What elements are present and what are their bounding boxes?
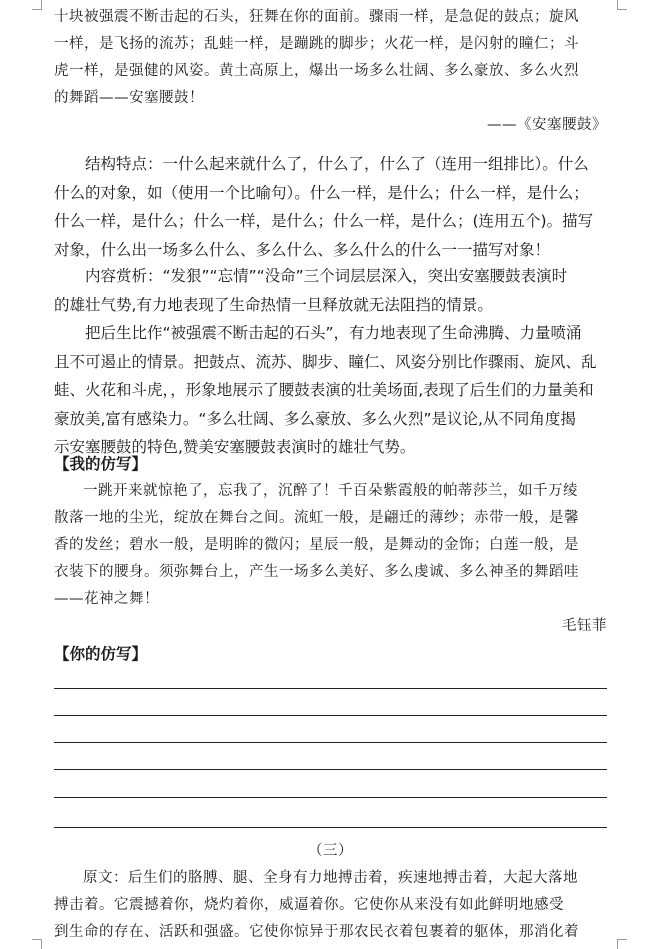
imitation-line: 香的发丝；碧水一般，是明眸的微闪；星辰一般，是舞动的金饰；白莲一般，是 bbox=[54, 537, 579, 553]
passage-excerpt bbox=[54, 4, 607, 139]
imitation-line: 衣装下的腰身。须弥舞台上，产生一场多么美好、多么虔诚、多么神圣的舞蹈哇 bbox=[54, 564, 579, 580]
structure-line: 结构特点：一什么起来就什么了，什么了，什么了（连用一组排比）。什么 bbox=[85, 155, 589, 173]
my-imitation-heading: 【我的仿写】 bbox=[54, 455, 148, 473]
appreciation-line: 把后生比作“被强震不断击起的石头”，有力地表现了生命沸腾、力量喷涌 bbox=[85, 324, 582, 342]
structure-line: 对象，什么出一场多么什么、多么什么、多么什么的什么一一描写对象！ bbox=[54, 240, 551, 259]
passage-source: ——《安塞腰鼓》 bbox=[487, 117, 607, 133]
structure-line: 什么的对象，如（使用一个比喻句）。什么一样，是什么；什么一样，是什么； bbox=[54, 183, 589, 202]
my-imitation-text bbox=[54, 478, 607, 640]
appreciation-line: 蛙、火花和斗虎，，形象地展示了腰鼓表演的壮美场面,表现了后生们的力量美和 bbox=[54, 381, 594, 399]
writing-line[interactable] bbox=[54, 715, 607, 716]
appreciation-line: 示安塞腰鼓的特色,赞美安塞腰鼓表演时的雄壮气势。 bbox=[54, 438, 416, 456]
passage-line: 十块被强震不断击起的石头，狂舞在你的面前。骤雨一样，是急促的鼓点；旋风 bbox=[54, 9, 579, 25]
crop-mark-top-left bbox=[32, 0, 42, 10]
writing-line[interactable] bbox=[54, 688, 607, 689]
author-name: 毛钰菲 bbox=[562, 618, 607, 634]
passage-line: 的舞蹈——安塞腰鼓！ bbox=[54, 90, 204, 106]
imitation-line: 散落一地的尘光，绽放在舞台之间。流虹一般，是翩迁的薄纱；赤带一般，是馨 bbox=[54, 510, 579, 526]
appreciation-line: 且不可遏止的情景。把鼓点、流苏、脚步、瞳仁、风姿分别比作骤雨、旋风、乱 bbox=[54, 352, 597, 371]
writing-line[interactable] bbox=[54, 827, 607, 828]
crop-mark-top-right bbox=[617, 0, 627, 10]
section-line: 原文：后生们的胳膊、腿、全身有力地搏击着，疾速地搏击着，大起大落地 bbox=[83, 870, 578, 886]
crop-mark-bottom-right bbox=[617, 939, 627, 949]
appreciation-line: 的雄壮气势,有力地表现了生命热情一旦释放就无法阻挡的情景。 bbox=[54, 295, 493, 314]
crop-mark-bottom-left bbox=[32, 939, 42, 949]
passage-line: 虎一样，是强健的风姿。黄土高原上，爆出一场多么壮阔、多么豪放、多么火烈 bbox=[54, 63, 579, 79]
section-line: 到生命的存在、活跃和强盛。它使你惊异于那农民衣着包裹着的躯体，那消化着 bbox=[54, 924, 579, 940]
imitation-line: ——花神之舞！ bbox=[54, 591, 159, 607]
writing-line[interactable] bbox=[54, 769, 607, 770]
section-line: 搏击着。它震撼着你，烧灼着你，威逼着你。它使你从来没有如此鲜明地感受 bbox=[54, 897, 564, 913]
content-appreciation bbox=[54, 262, 607, 462]
imitation-line: 一跳开来就惊艳了，忘我了，沉醉了！千百朵紫霞般的帕蒂莎兰，如千万绫 bbox=[83, 483, 578, 499]
your-imitation-heading: 【你的仿写】 bbox=[54, 645, 148, 663]
writing-line[interactable] bbox=[54, 797, 607, 798]
structure-notes bbox=[54, 150, 607, 264]
passage-line: 一样，是飞扬的流苏；乱蛙一样，是蹦跳的脚步；火花一样，是闪射的瞳仁；斗 bbox=[54, 36, 579, 52]
section-three-text bbox=[54, 865, 607, 946]
writing-line[interactable] bbox=[54, 742, 607, 743]
structure-line: 什么一样，是什么；什么一样，是什么；什么一样，是什么；(连用五个)。描写 bbox=[54, 212, 594, 230]
appreciation-line: 豪放美,富有感染力。“多么壮阔、多么豪放、多么火烈”是议论,从不同角度揭 bbox=[54, 409, 576, 428]
section-number: （三） bbox=[308, 843, 353, 859]
appreciation-line: 内容赏析：“发狠”“忘情”“没命”三个词层层深入，突出安塞腰鼓表演时 bbox=[85, 267, 568, 285]
